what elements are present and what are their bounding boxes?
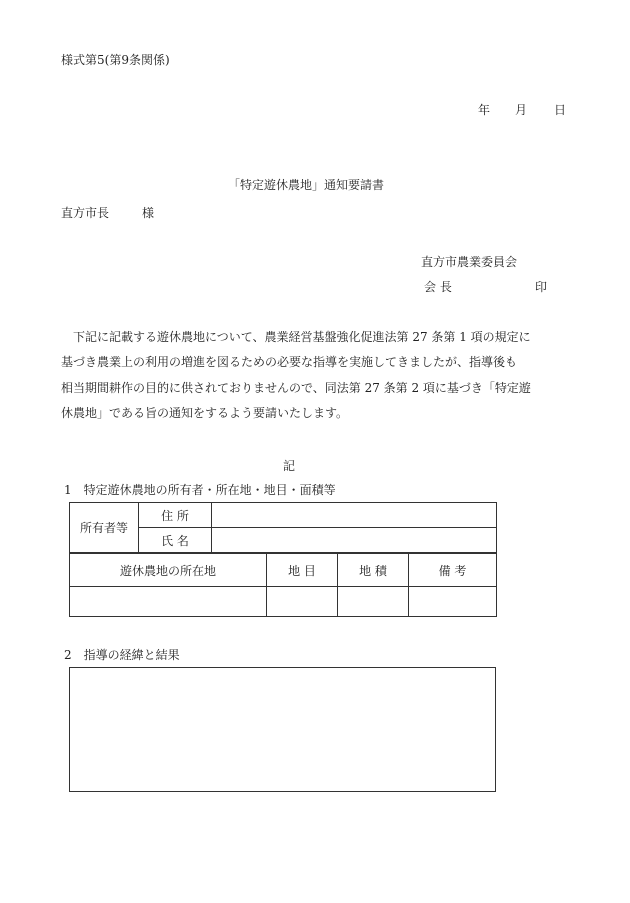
land-table	[69, 553, 497, 617]
address-field[interactable]	[212, 503, 497, 528]
location-header: 遊休農地の所在地	[70, 554, 267, 587]
owner-table	[69, 502, 497, 553]
name-field[interactable]	[212, 528, 497, 553]
address-label: 住 所	[139, 503, 212, 528]
body-line: 基づき農業上の利用の増進を図るための必要な指導を実施してきましたが、指導後も	[61, 355, 518, 370]
body-line: 下記に記載する遊休農地について、農業経営基盤強化促進法第 27 条第 1 項の規定に	[73, 330, 531, 344]
addressee-name: 直方市長	[61, 206, 110, 220]
remarks-header: 備 考	[409, 554, 497, 587]
area-cell[interactable]	[338, 587, 409, 617]
owner-label: 所有者等	[70, 503, 139, 553]
section1-heading: 1 特定遊休農地の所有者・所在地・地目・面積等	[64, 483, 336, 497]
seal-mark: 印	[535, 280, 548, 294]
sender-organization: 直方市農業委員会	[421, 255, 518, 269]
category-header: 地 目	[267, 554, 338, 587]
area-header: 地 積	[338, 554, 409, 587]
date-month: 月	[515, 103, 528, 117]
form-number: 様式第5(第9条関係)	[61, 53, 170, 67]
category-cell[interactable]	[267, 587, 338, 617]
sender-role: 会 長	[424, 280, 452, 294]
name-label: 氏 名	[139, 528, 212, 553]
location-cell[interactable]	[70, 587, 267, 617]
body-line: 休農地」である旨の通知をするよう要請いたします。	[61, 405, 349, 420]
date-day: 日	[554, 103, 567, 117]
document-title: 「特定遊休農地」通知要請書	[228, 178, 385, 192]
guidance-history-box[interactable]	[69, 667, 496, 792]
ki-heading: 記	[283, 459, 296, 473]
date-year: 年	[478, 103, 491, 117]
addressee-honorific: 様	[142, 206, 155, 220]
body-line: 相当期間耕作の目的に供されておりませんので、同法第 27 条第 2 項に基づき「特定遊	[61, 380, 531, 395]
remarks-cell[interactable]	[409, 587, 497, 617]
request-body	[61, 325, 561, 426]
section2-heading: 2 指導の経緯と結果	[64, 648, 180, 662]
